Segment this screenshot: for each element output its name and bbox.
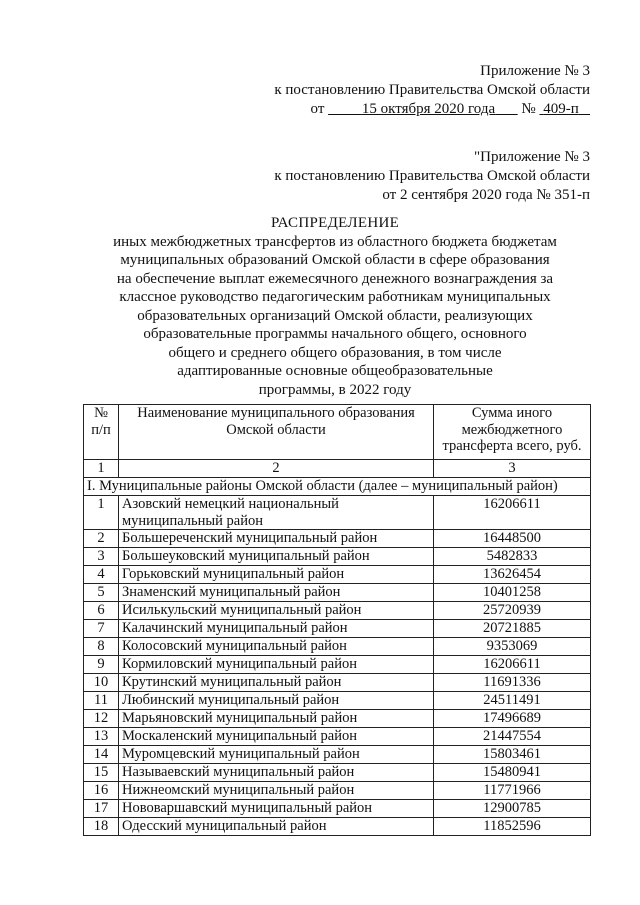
row-sum: 5482833 [434,548,591,566]
row-name: Крутинский муниципальный район [119,674,434,692]
table-row [84,764,591,782]
title-line: образовательные программы начального общего, основного [143,326,527,342]
section-title: I. Муниципальные районы Омской области (далее – муниципальный район) [84,478,591,496]
table-row [84,496,591,530]
row-name: Большереченский муниципальный район [119,530,434,548]
row-name: Одесский муниципальный район [119,818,434,836]
table-row [84,584,591,602]
title-line: программы, в 2022 году [258,381,412,398]
row-sum: 13626454 [434,566,591,584]
row-name: Горьковский муниципальный район [119,566,434,584]
document-title [0,214,640,399]
table-row [84,692,591,710]
row-name: Нижнеомский муниципальный район [119,782,434,800]
table-row [84,620,591,638]
row-number: 14 [84,746,119,764]
row-name: Азовский немецкий национальный муниципальный район [119,496,434,530]
title-line: на обеспечение выплат ежемесячного денежного вознаграждения за [116,270,554,287]
table-row [84,710,591,728]
row-number: 4 [84,566,119,584]
title-heading: РАСПРЕДЕЛЕНИЕ [270,215,400,231]
row-number: 5 [84,584,119,602]
table-row [84,530,591,548]
title-line: классное руководство педагогическим работникам муниципальных [119,289,551,305]
row-sum: 15803461 [434,746,591,764]
appendix-previous-date: от 2 сентября 2020 года № 351-п [382,187,590,203]
row-sum: 15480941 [434,764,591,782]
title-line: муниципальных образований Омской области в сфере образования [120,252,550,268]
appendix-current-ref: к постановлению Правительства Омской области [274,82,590,98]
appendix-current-date-line [274,100,590,119]
table-row [84,548,591,566]
row-name: Любинский муниципальный район [119,692,434,710]
table-row [84,782,591,800]
decree-number-value: 409-п [543,101,579,117]
row-number: 12 [84,710,119,728]
row-number: 6 [84,602,119,620]
table-row [84,674,591,692]
row-name: Называевский муниципальный район [119,764,434,782]
table-row [84,800,591,818]
header-name: Наименование муниципального образования Омской области [119,405,434,460]
row-name: Кормиловский муниципальный район [119,656,434,674]
appendix-current-title: Приложение № 3 [480,63,590,79]
table-row [84,728,591,746]
table-row [84,566,591,584]
table-row [84,818,591,836]
col-index-1: 1 [84,460,119,478]
row-sum: 11771966 [434,782,591,800]
row-number: 9 [84,656,119,674]
row-number: 7 [84,620,119,638]
appendix-previous [274,148,590,205]
row-number: 15 [84,764,119,782]
row-sum: 24511491 [434,692,591,710]
row-name: Колосовский муниципальный район [119,638,434,656]
row-number: 17 [84,800,119,818]
row-number: 11 [84,692,119,710]
title-line: адаптированные основные общеобразовательные [177,363,493,379]
row-name: Москаленский муниципальный район [119,728,434,746]
header-sum: Сумма иного межбюджетного трансферта всего, руб. [434,405,591,460]
row-name: Калачинский муниципальный район [119,620,434,638]
column-index-row [84,460,591,478]
row-sum: 12900785 [434,800,591,818]
row-name: Большеуковский муниципальный район [119,548,434,566]
title-line: образовательных организаций Омской области, реализующих [137,307,533,324]
row-sum: 11852596 [434,818,591,836]
table-body [84,496,591,836]
table-row [84,656,591,674]
title-line: общего и среднего общего образования, в том числе [168,344,502,361]
table-header-row [84,405,591,460]
row-number: 1 [84,496,119,530]
row-number: 13 [84,728,119,746]
row-number: 8 [84,638,119,656]
row-name: Нововаршавский муниципальный район [119,800,434,818]
decree-date-value: 15 октября 2020 года [361,101,496,117]
table-row [84,602,591,620]
row-name: Марьяновский муниципальный район [119,710,434,728]
number-prefix: № [521,101,536,117]
decree-date [328,101,518,117]
row-sum: 16206611 [434,496,591,530]
distribution-table [83,404,591,836]
appendix-previous-title: "Приложение № 3 [474,149,590,165]
row-sum: 16448500 [434,530,591,548]
col-index-3: 3 [434,460,591,478]
row-sum: 11691336 [434,674,591,692]
row-number: 3 [84,548,119,566]
col-index-2: 2 [119,460,434,478]
row-number: 2 [84,530,119,548]
date-prefix: от [310,101,325,117]
title-body [0,233,640,400]
appendix-previous-ref: к постановлению Правительства Омской области [274,168,590,184]
header-num: № п/п [84,405,119,460]
row-sum: 25720939 [434,602,591,620]
row-name: Муромцевский муниципальный район [119,746,434,764]
row-number: 10 [84,674,119,692]
table-row [84,638,591,656]
row-name: Знаменский муниципальный район [119,584,434,602]
row-sum: 16206611 [434,656,591,674]
row-number: 18 [84,818,119,836]
section-row [84,478,591,496]
decree-number [539,101,590,117]
row-sum: 20721885 [434,620,591,638]
table-row [84,746,591,764]
row-name: Исилькульский муниципальный район [119,602,434,620]
row-number: 16 [84,782,119,800]
title-line: иных межбюджетных трансфертов из областного бюджета бюджетам [113,233,557,250]
row-sum: 17496689 [434,710,591,728]
row-sum: 21447554 [434,728,591,746]
row-sum: 9353069 [434,638,591,656]
appendix-current [274,62,590,119]
row-sum: 10401258 [434,584,591,602]
